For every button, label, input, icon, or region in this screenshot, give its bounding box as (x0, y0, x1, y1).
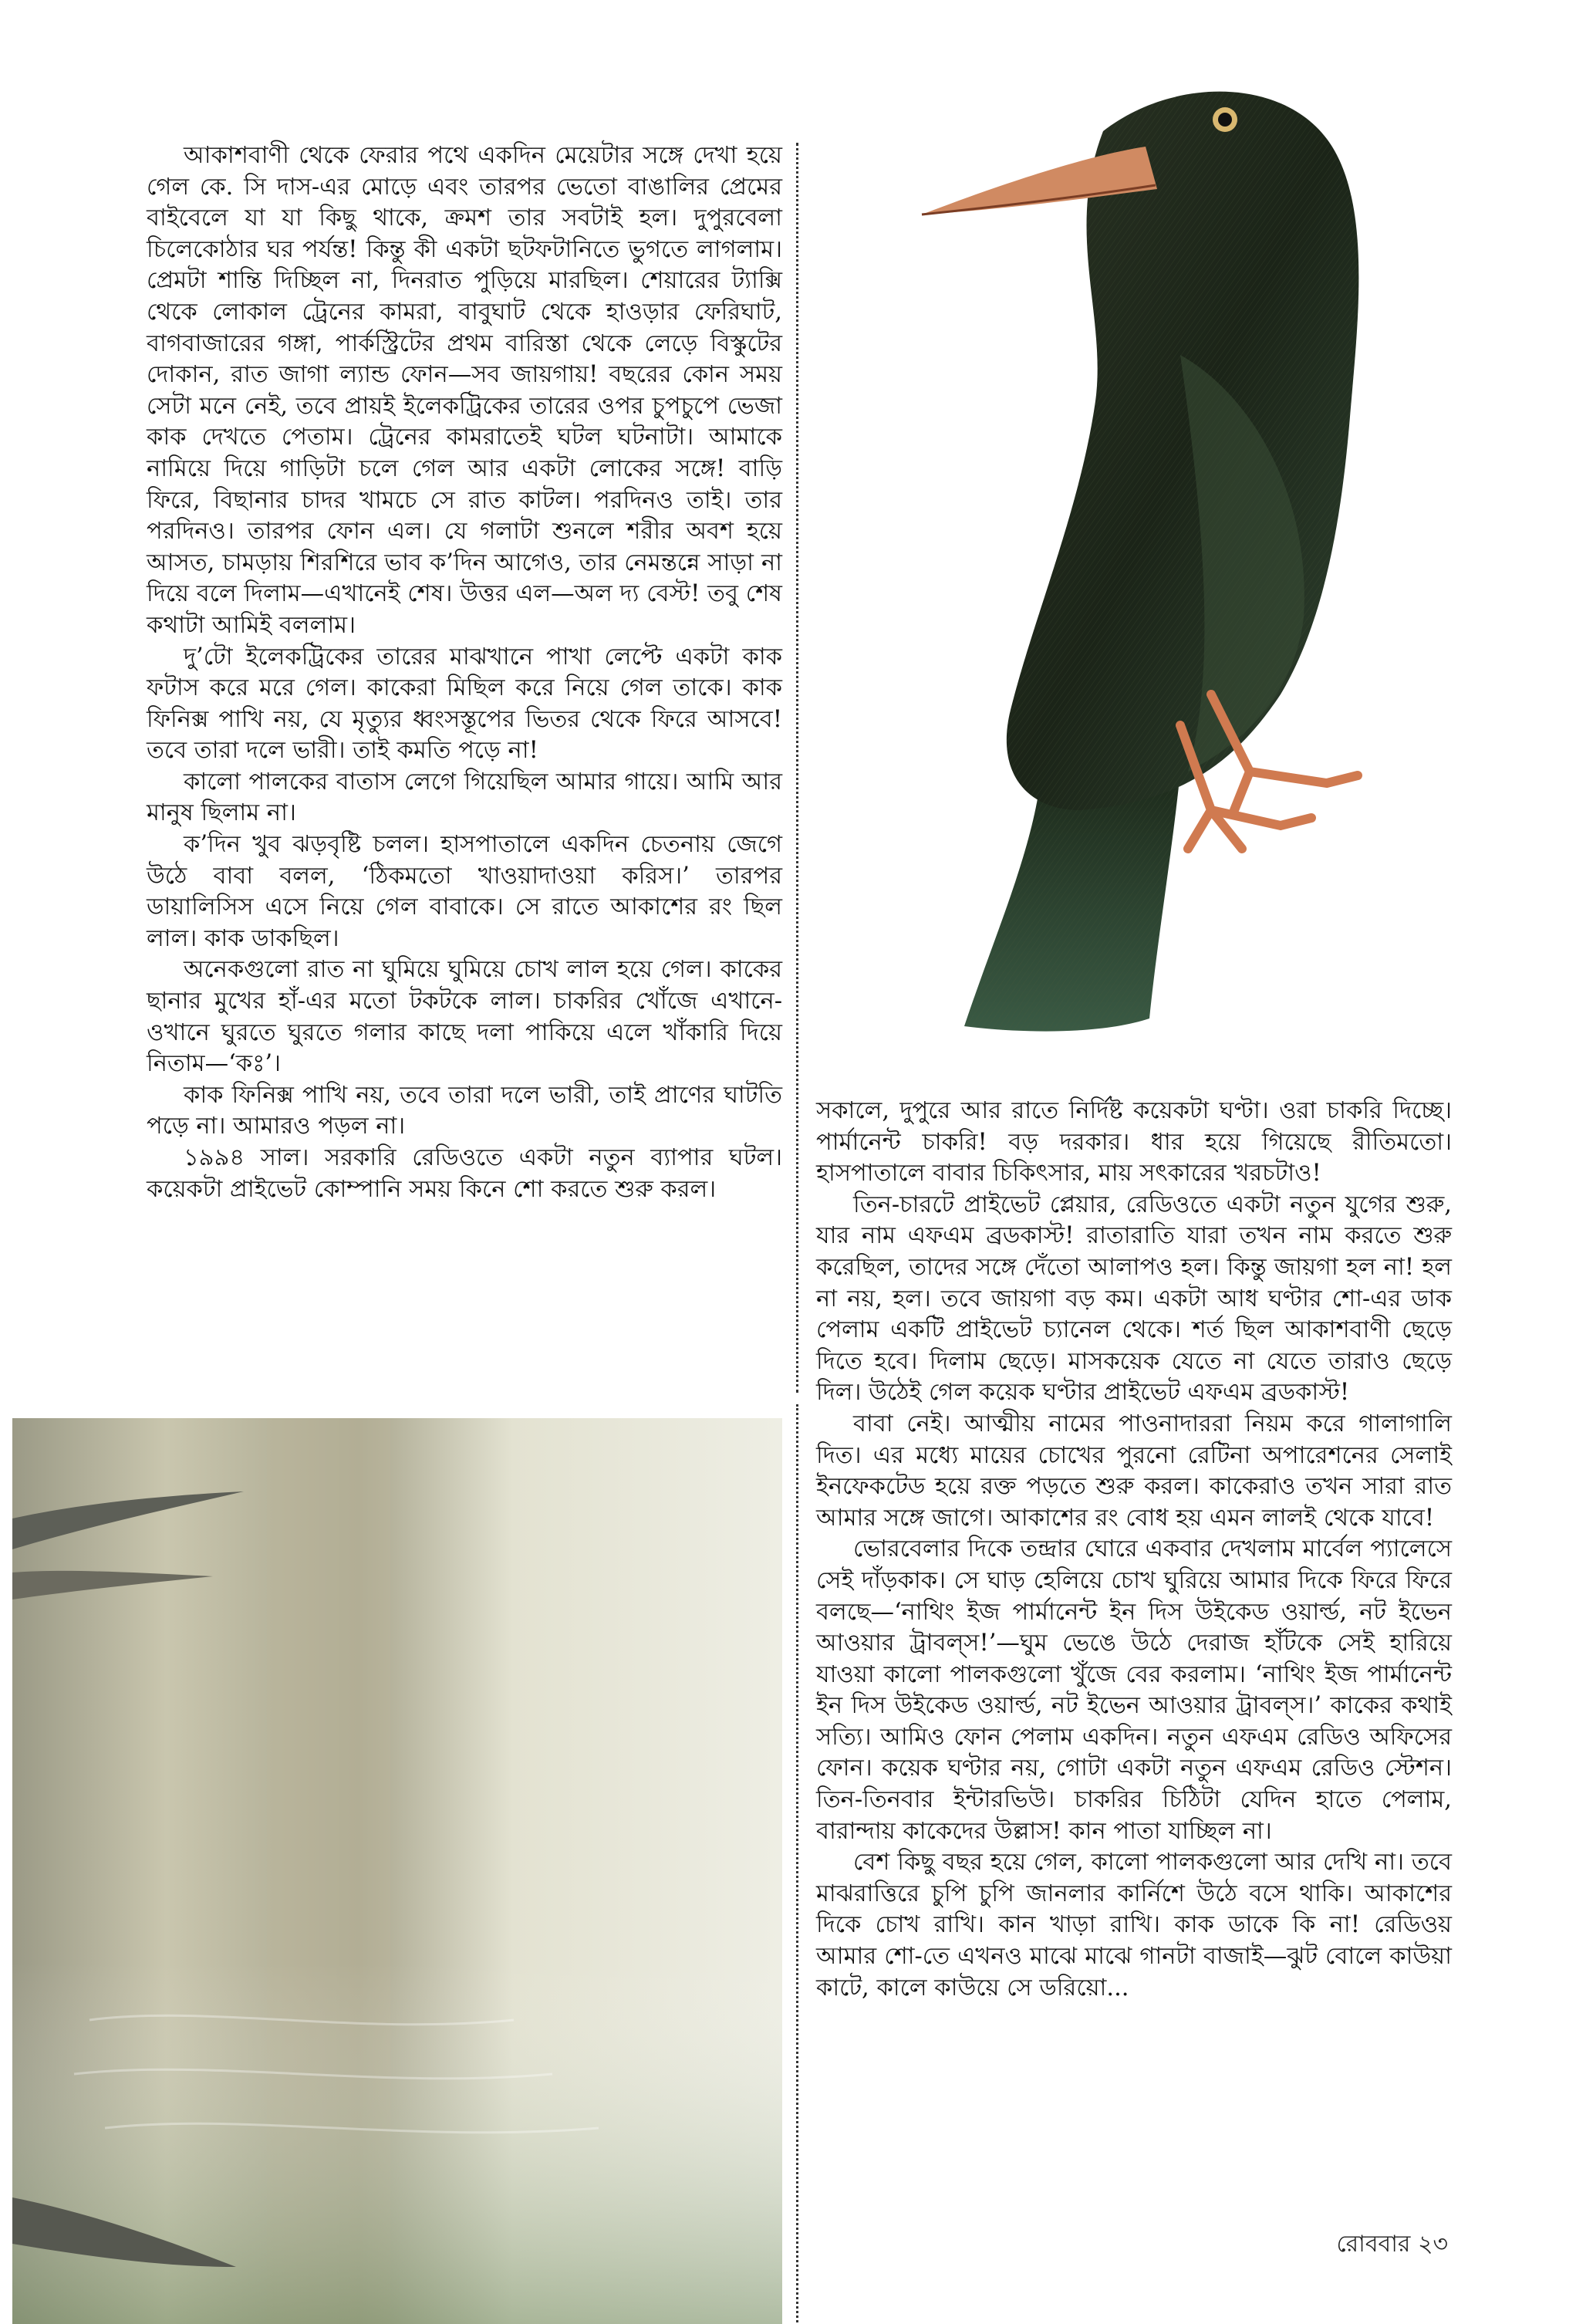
article-column-right (816, 1096, 1452, 2004)
paragraph: কালো পালকের বাতাস লেগে গিয়েছিল আমার গায়ে। আমি আর মানুষ ছিলাম না। (147, 768, 782, 827)
column-divider (796, 143, 798, 1393)
paragraph: অনেকগুলো রাত না ঘুমিয়ে ঘুমিয়ে চোখ লাল হয়ে গেল। কাকের ছানার মুখের হাঁ-এর মতো টকটকে লাল। চাকরির খোঁজে এখানে-ওখানে ঘুরতে ঘুরতে গলার কাছে দলা পাকিয়ে এলে খাঁকারি দিয়ে নিতাম—‘কঃ’। (147, 956, 782, 1078)
paragraph: ১৯৯৪ সাল। সরকারি রেডিওতে একটা নতুন ব্যাপার ঘটল। কয়েকটা প্রাইভেট কোম্পানি সময় কিনে শো করতে শুরু করল। (147, 1144, 782, 1203)
paragraph: কাক ফিনিক্স পাখি নয়, তবে তারা দলে ভারী, তাই প্রাণের ঘাটতি পড়ে না। আমারও পড়ল না। (147, 1081, 782, 1140)
paragraph: বাবা নেই। আত্মীয় নামের পাওনাদাররা নিয়ম করে গালাগালি দিত। এর মধ্যে মায়ের চোখের পুরনো রেটিনা অপারেশনের সেলাই ইনফেকটেড হয়ে রক্ত পড়তে শুরু করল। কাকেরাও তখন সারা রাত আমার সঙ্গে জাগে। আকাশের রং বোধ হয় এমন লালই থেকে যাবে! (816, 1410, 1452, 1532)
article-column-left (147, 140, 782, 1205)
paragraph: দু’টো ইলেকট্রিকের তারের মাঝখানে পাখা লেপ্টে একটা কাক ফটাস করে মরে গেল। কাকেরা মিছিল করে নিয়ে গেল তাকে। কাক ফিনিক্স পাখি নয়, যে মৃত্যুর ধ্বংসস্তূপের ভিতর থেকে ফিরে আসবে! তবে তারা দলে ভারী। তাই কমতি পড়ে না! (147, 643, 782, 765)
paragraph: ক’দিন খুব ঝড়বৃষ্টি চলল। হাসপাতালে একদিন চেতনায় জেগে উঠে বাবা বলল, ‘ঠিকমতো খাওয়াদাওয়া করিস।’ তারপর ডায়ালিসিস এসে নিয়ে গেল বাবাকে। সে রাতে আকাশের রং ছিল লাল। কাক ডাকছিল। (147, 831, 782, 952)
page-footer: রোববার ২৩ (1336, 2231, 1448, 2258)
paragraph: আকাশবাণী থেকে ফেরার পথে একদিন মেয়েটার সঙ্গে দেখা হয়ে গেল কে. সি দাস-এর মোড়ে এবং তারপর ভেতো বাঙালির প্রেমের বাইবেলে যা যা কিছু থাকে, ক্রমশ তার সবটাই হল। দুপুরবেলা চিলেকোঠার ঘর পর্যন্ত! কিন্তু কী একটা ছটফটানিতে ভুগতে লাগলাম। প্রেমটা শান্তি দিচ্ছিল না, দিনরাত পুড়িয়ে মারছিল। শেয়ারের ট্যাক্সি থেকে লোকাল ট্রেনের কামরা, বাবুঘাট থেকে হাওড়ার ফেরিঘাট, বাগবাজারের গঙ্গা, পার্কস্ট্রিটের প্রথম বারিস্তা থেকে লেড়ে বিস্কুটের দোকান, রাত জাগা ল্যান্ড ফোন—সব জায়গায়! বছরের কোন সময় সেটা মনে নেই, তবে প্রায়ই ইলেকট্রিকের তারের ওপর চুপচুপে ভেজা কাক দেখতে পেতাম। ট্রেনের কামরাতেই ঘটল ঘটনাটা। আমাকে নামিয়ে দিয়ে গাড়িটা চলে গেল আর একটা লোকের সঙ্গে! বাড়ি ফিরে, বিছানার চাদর খামচে সে রাত কাটল। পরদিনও তাই। তার পরদিনও। তারপর ফোন এল। যে গলাটা শুনলে শরীর অবশ হয়ে আসত, চামড়ায় শিরশিরে ভাব ক’দিন আগেও, তার নেমন্তন্নে সাড়া না দিয়ে বলে দিলাম—এখানেই শেষ। উত্তর এল—অল দ্য বেস্ট! তবু শেষ কথাটা আমিই বললাম। (147, 142, 782, 639)
water-reflection-photo (12, 1418, 782, 2324)
paragraph: ভোরবেলার দিকে তন্দ্রার ঘোরে একবার দেখলাম মার্বেল প্যালেসে সেই দাঁড়কাক। সে ঘাড় হেলিয়ে চোখ ঘুরিয়ে আমার দিকে ফিরে ফিরে বলছে—‘নাথিং ইজ পার্মানেন্ট ইন দিস উইকেড ওয়ার্ল্ড, নট ইভেন আওয়ার ট্রাবল্‌স!’—ঘুম ভেঙে উঠে দেরাজ হাঁটকে সেই হারিয়ে যাওয়া কালো পালকগুলো খুঁজে বের করলাম। ‘নাথিং ইজ পার্মানেন্ট ইন দিস উইকেড ওয়ার্ল্ড, নট ইভেন আওয়ার ট্রাবল্‌স।’ কাকের কথাই সত্যি। আমিও ফোন পেলাম একদিন। নতুন এফএম রেডিও অফিসের ফোন। কয়েক ঘণ্টার নয়, গোটা একটা নতুন এফএম রেডিও স্টেশন। তিন-তিনবার ইন্টারভিউ। চাকরির চিঠিটা যেদিন হাতে পেলাম, বারান্দায় কাকেদের উল্লাস! কান পাতা যাচ্ছিল না। (816, 1535, 1452, 1845)
crow-illustration (849, 31, 1512, 1049)
column-divider (796, 1404, 798, 2322)
paragraph: বেশ কিছু বছর হয়ে গেল, কালো পালকগুলো আর দেখি না। তবে মাঝরাত্তিরে চুপি চুপি জানলার কার্নিশে উঠে বসে থাকি। আকাশের দিকে চোখ রাখি। কান খাড়া রাখি। কাক ডাকে কি না! রেডিওয় আমার শো-তে এখনও মাঝে মাঝে গানটা বাজাই—ঝুট বোলে কাউয়া কাটে, কালে কাউয়ে সে ডরিয়ো... (816, 1849, 1452, 2001)
paragraph: তিন-চারটে প্রাইভেট প্লেয়ার, রেডিওতে একটা নতুন যুগের শুরু, যার নাম এফএম ব্রডকাস্ট! রাতারাতি যারা তখন নাম করতে শুরু করেছিল, তাদের সঙ্গে দেঁতো আলাপও হল। কিন্তু জায়গা হল না! হল না নয়, হল। তবে জায়গা বড় কম। একটা আধ ঘণ্টার শো-এর ডাক পেলাম একটি প্রাইভেট চ্যানেল থেকে। শর্ত ছিল আকাশবাণী ছেড়ে দিতে হবে। দিলাম ছেড়ে। মাসকয়েক যেতে না যেতে তারাও ছেড়ে দিল। উঠেই গেল কয়েক ঘণ্টার প্রাইভেট এফএম ব্রডকাস্ট! (816, 1191, 1452, 1407)
paragraph: সকালে, দুপুরে আর রাতে নির্দিষ্ট কয়েকটা ঘণ্টা। ওরা চাকরি দিচ্ছে। পার্মানেন্ট চাকরি! বড় দরকার। ধার হয়ে গিয়েছে রীতিমতো। হাসপাতালে বাবার চিকিৎসার, মায় সৎকারের খরচটাও! (816, 1097, 1453, 1187)
